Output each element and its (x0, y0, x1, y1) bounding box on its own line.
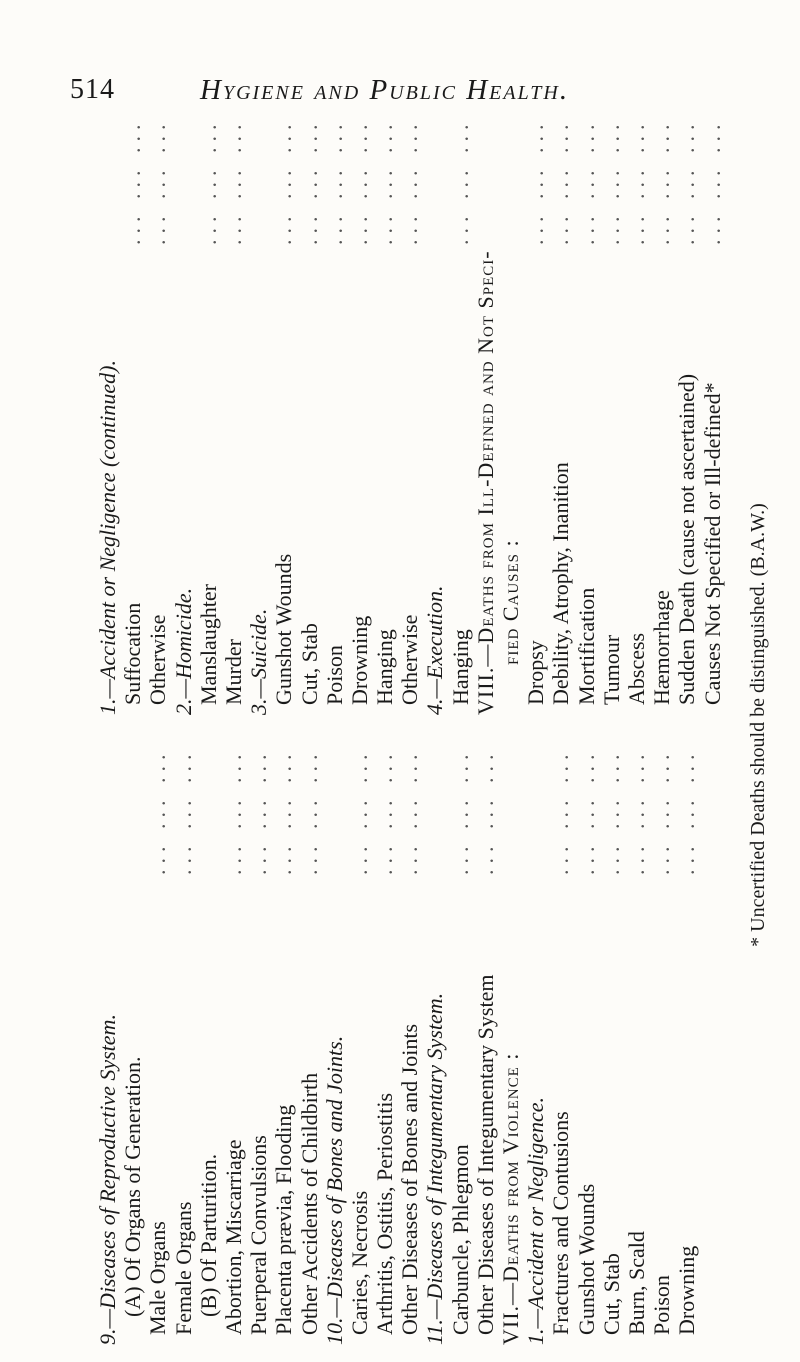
table-heading (95, 745, 120, 1345)
leader-dots: ... ... ... (346, 748, 372, 875)
row-label: Hanging (447, 629, 473, 705)
row-label: Poison (649, 1275, 675, 1335)
row-label: Mortification (573, 587, 599, 705)
table-heading (246, 115, 271, 715)
row-label: Dropsy (523, 640, 549, 705)
table-row (297, 115, 322, 715)
row-label: (A) Of Organs of Generation. (120, 1056, 146, 1317)
table-row (397, 745, 422, 1345)
row-label: 3.—Suicide. (246, 608, 272, 715)
leader-dots: ... ... ... (573, 748, 599, 875)
leader-dots: ... ... ... (447, 118, 473, 245)
row-label: Male Organs (145, 1221, 171, 1335)
table-row (548, 115, 573, 715)
page-header (0, 0, 800, 120)
table-row (448, 745, 473, 1345)
row-label: Gunshot Wounds (271, 553, 297, 705)
table-row (649, 115, 674, 715)
leader-dots: ... ... ... (346, 118, 372, 245)
table-row (372, 115, 397, 715)
leader-dots: ... ... ... (649, 748, 675, 875)
leader-dots: ... ... ... (271, 118, 297, 245)
row-label: VII.—Deaths from Violence : (498, 1052, 523, 1345)
leader-dots: ... ... ... (397, 118, 423, 245)
row-label: 1.—Accident or Negligence. (523, 1096, 549, 1345)
running-title: Hygiene and Public Health. (200, 74, 570, 106)
row-label: VIII.—Deaths from Ill-Defined and Not Speci- (472, 250, 498, 715)
table-row (700, 115, 725, 715)
row-label: Cut, Stab (296, 623, 322, 705)
row-label: Poison (321, 645, 347, 705)
table-row (674, 115, 699, 715)
table-row (649, 745, 674, 1345)
row-label: Caries, Necrosis (346, 1190, 372, 1335)
table-row (347, 115, 372, 715)
row-label: Otherwise (397, 614, 423, 705)
table-row (473, 745, 498, 1345)
table-row (674, 745, 699, 1345)
page-number: 514 (70, 74, 115, 105)
table-heading (498, 115, 523, 715)
table-row (145, 115, 170, 715)
table-heading (171, 115, 196, 715)
leader-dots: ... ... ... (472, 748, 498, 875)
table-row (624, 745, 649, 1345)
leader-dots: ... ... ... (447, 748, 473, 875)
leader-dots: ... ... ... (271, 748, 297, 875)
leader-dots: ... ... ... (623, 118, 649, 245)
table-row (322, 115, 347, 715)
row-label: 1.—Accident or Negligence (continued). (95, 360, 120, 715)
row-label: Female Organs (170, 1201, 196, 1335)
leader-dots: ... ... ... (145, 118, 171, 245)
row-label: Other Accidents of Childbirth (296, 1072, 322, 1335)
table-row (347, 745, 372, 1345)
table-row (196, 115, 221, 715)
leader-dots: ... ... ... (573, 118, 599, 245)
row-label: 11.—Diseases of Integumentary System. (422, 992, 448, 1345)
leader-dots: ... ... ... (699, 118, 725, 245)
row-label: Hæmorrhage (649, 590, 675, 705)
row-label: Abscess (623, 632, 649, 705)
leader-dots: ... ... ... (296, 118, 322, 245)
table-row (120, 115, 145, 715)
row-label: Murder (220, 639, 246, 705)
leader-dots: ... ... ... (598, 748, 624, 875)
table-row (574, 745, 599, 1345)
row-label: Suffocation (120, 602, 146, 705)
table-heading (322, 745, 347, 1345)
leader-dots: ... ... ... (372, 748, 398, 875)
footnote: * Uncertified Deaths should be distinguished. (B.A.W.) (747, 503, 769, 947)
leader-dots: ... ... ... (548, 748, 574, 875)
rotated-table (95, 105, 769, 1345)
row-label: Manslaughter (195, 584, 221, 705)
leader-dots: ... ... ... (145, 748, 171, 875)
row-label: Hanging (372, 629, 398, 705)
leader-dots: ... ... ... (120, 118, 146, 245)
row-label: Gunshot Wounds (573, 1183, 599, 1335)
table-heading (498, 745, 523, 1345)
row-label: Placenta prævia, Flooding (271, 1104, 297, 1335)
row-label: fied Causes : (498, 539, 523, 665)
leader-dots: ... ... ... (220, 118, 246, 245)
leader-dots: ... ... ... (246, 748, 272, 875)
leader-dots: ... ... ... (649, 118, 675, 245)
leader-dots: ... ... ... (598, 118, 624, 245)
table-row (120, 745, 145, 1345)
table-row (271, 115, 296, 715)
table-row (624, 115, 649, 715)
leader-dots: ... ... ... (372, 118, 398, 245)
leader-dots: ... ... ... (623, 748, 649, 875)
leader-dots: ... ... ... (674, 118, 700, 245)
table-row (397, 115, 422, 715)
row-label: 9.—Diseases of Reproductive System. (95, 1014, 120, 1345)
leader-dots: ... ... ... (397, 748, 423, 875)
table-row (196, 745, 221, 1345)
table-row (221, 745, 246, 1345)
row-label: Arthritis, Ostitis, Periostitis (372, 1092, 398, 1335)
row-label: Causes Not Specified or Ill-defined* (699, 382, 725, 705)
row-label: Puerperal Convulsions (246, 1135, 272, 1335)
row-label: Tumour (598, 634, 624, 705)
row-label: 10.—Diseases of Bones and Joints. (321, 1035, 347, 1345)
table-row (271, 745, 296, 1345)
row-label: Drowning (674, 1245, 700, 1335)
table-row (574, 115, 599, 715)
row-label: 2.—Homicide. (170, 587, 196, 715)
table-heading (422, 115, 447, 715)
leader-dots: ... ... ... (170, 748, 196, 875)
row-label: Burn, Scald (623, 1231, 649, 1335)
row-label: Sudden Death (cause not ascertained) (674, 373, 700, 705)
table-row (599, 745, 624, 1345)
table-heading (95, 115, 120, 715)
leader-dots: ... ... ... (220, 748, 246, 875)
leader-dots: ... ... ... (321, 118, 347, 245)
leader-dots: ... ... ... (523, 118, 549, 245)
table-row (523, 115, 548, 715)
row-label: (B) Of Parturition. (195, 1153, 221, 1317)
table-heading (473, 115, 498, 715)
table-row (599, 115, 624, 715)
right-column (95, 115, 765, 715)
table-row (548, 745, 573, 1345)
row-label: Carbuncle, Phlegmon (447, 1144, 473, 1335)
leader-dots: ... ... ... (296, 748, 322, 875)
row-label: Abortion, Miscarriage (220, 1139, 246, 1335)
table-row (372, 745, 397, 1345)
leader-dots: ... ... ... (548, 118, 574, 245)
table-row (448, 115, 473, 715)
table-row (221, 115, 246, 715)
row-label: Debility, Atrophy, Inanition (548, 462, 574, 705)
row-label: Fractures and Contusions (548, 1111, 574, 1335)
row-label: Other Diseases of Integumentary System (472, 974, 498, 1335)
leader-dots: ... ... ... (195, 118, 221, 245)
table-row (145, 745, 170, 1345)
row-label: Cut, Stab (598, 1253, 624, 1335)
row-label: Otherwise (145, 614, 171, 705)
table-row (297, 745, 322, 1345)
row-label: Drowning (346, 615, 372, 705)
table-row (246, 745, 271, 1345)
row-label: 4.—Execution. (422, 585, 448, 715)
table-heading (422, 745, 447, 1345)
row-label: Other Diseases of Bones and Joints (397, 1023, 423, 1335)
table-row (171, 745, 196, 1345)
table-heading (523, 745, 548, 1345)
leader-dots: ... ... ... (674, 748, 700, 875)
left-column (95, 745, 765, 1345)
